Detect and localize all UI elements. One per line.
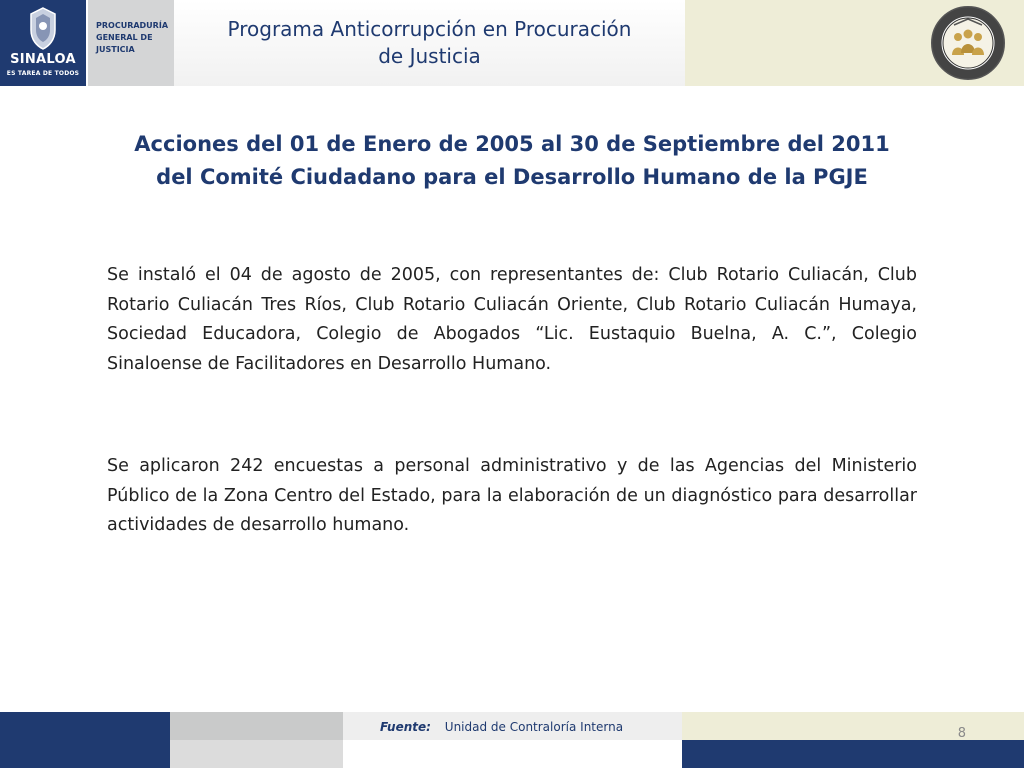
committee-seal-icon: [930, 5, 1006, 81]
paragraph-surveys: Se aplicaron 242 encuestas a personal administrativo y de las Agencias del Ministerio Público de la Zona Centro del Estado, para la elaboración de un diagnóstico para desarrollar actividades de desarrollo humano.: [107, 456, 917, 535]
agency-line-2: GENERAL DE: [96, 33, 153, 42]
footer-band: [170, 712, 343, 740]
footer-source: [380, 720, 623, 734]
agency-block: [88, 0, 174, 86]
program-title: [174, 16, 685, 70]
slide-heading: [60, 128, 964, 194]
seal-block: [685, 0, 1024, 86]
agency-line-3: JUSTICIA: [96, 45, 135, 54]
slide-header: [0, 0, 1024, 86]
state-logo: [0, 0, 86, 86]
agency-name: [96, 20, 172, 56]
state-shield-icon: [27, 6, 59, 50]
footer-band: [682, 740, 1024, 768]
footer-band: [343, 740, 682, 768]
heading-line-1: Acciones del 01 de Enero de 2005 al 30 de Septiembre del 2011: [134, 132, 890, 156]
agency-line-1: PROCURADURÍA: [96, 21, 169, 30]
state-logo-tagline: ES TAREA DE TODOS: [6, 70, 80, 77]
source-value: Unidad de Contraloría Interna: [444, 720, 624, 734]
heading-line-2: del Comité Ciudadano para el Desarrollo Humano de la PGJE: [156, 165, 868, 189]
program-title-line-1: Programa Anticorrupción en Procuración: [227, 17, 632, 41]
footer-band: [0, 712, 170, 768]
page-number: 8: [957, 726, 966, 741]
footer-band: [682, 712, 1024, 740]
paragraph-committee-installation: Se instaló el 04 de agosto de 2005, con representantes de: Club Rotario Culiacán, Club Rotario Culiacán Tres Ríos, Club Rotario Culiacán Oriente, Club Rotario Culiacán Humaya, Sociedad Educadora, Colegio de Abogados “Lic. Eustaquio Buelna, A. C.”, Colegio Sinaloense de Facilitadores en Desarrollo Humano.: [107, 265, 917, 374]
footer-band: [170, 740, 343, 768]
state-logo-word: SINALOA: [10, 52, 76, 67]
program-title-line-2: de Justicia: [378, 44, 481, 68]
source-label: Fuente:: [380, 720, 431, 734]
program-title-block: [174, 0, 685, 86]
slide-footer: [0, 712, 1024, 768]
